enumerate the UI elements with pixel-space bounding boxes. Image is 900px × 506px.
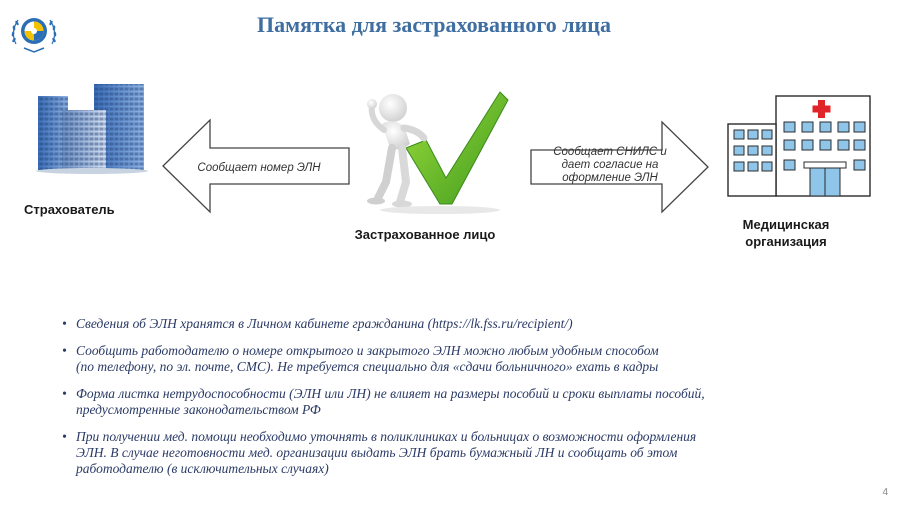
list-item	[62, 386, 852, 418]
left-arrow-label: Сообщает номер ЭЛН	[197, 162, 321, 174]
info-bullet-list	[62, 316, 852, 488]
list-item-text: Сведения об ЭЛН хранятся в Личном кабинете гражданина (https://lk.fss.ru/recipient/)	[76, 316, 573, 331]
list-item	[62, 429, 852, 477]
insurer-label: Страхователь	[24, 202, 115, 217]
medical-organization-label: Медицинская организация	[742, 217, 830, 249]
page-title: Памятка для застрахованного лица	[257, 12, 611, 37]
list-item-text: При получении мед. помощи необходимо уточнять в поликлиниках и больницах о возможности оформления ЭЛН. В случае неготовности мед. организации выдать ЭЛН брать бумажный ЛН и сообщать об этом работодателю (в исключительных случаях)	[76, 429, 697, 476]
bullet-marker: •	[62, 343, 67, 358]
list-item	[62, 343, 852, 375]
insured-person-label: Застрахованное лицо	[354, 227, 496, 242]
bullet-marker: •	[62, 429, 67, 444]
bullet-marker: •	[62, 386, 67, 401]
bullet-marker: •	[62, 316, 67, 331]
list-item-text: Форма листка нетрудоспособности (ЭЛН или ЛН) не влияет на размеры пособий и сроки выплаты пособий, предусмотренные законодательством РФ	[76, 386, 705, 417]
list-item	[62, 316, 852, 332]
person-with-checkmark-icon	[360, 86, 510, 216]
right-arrow-label: Сообщает СНИЛС и дает согласие на оформление ЭЛН	[553, 146, 667, 184]
office-buildings-icon	[34, 82, 150, 174]
list-item-text: Сообщить работодателю о номере открытого и закрытого ЭЛН можно любым удобным способом (по телефону, по эл. почте, СМС). Не требуется специально для «сдачи больничного» ехать в кадры	[76, 343, 659, 374]
hospital-building-icon	[726, 94, 872, 200]
page-number: 4	[882, 487, 888, 498]
